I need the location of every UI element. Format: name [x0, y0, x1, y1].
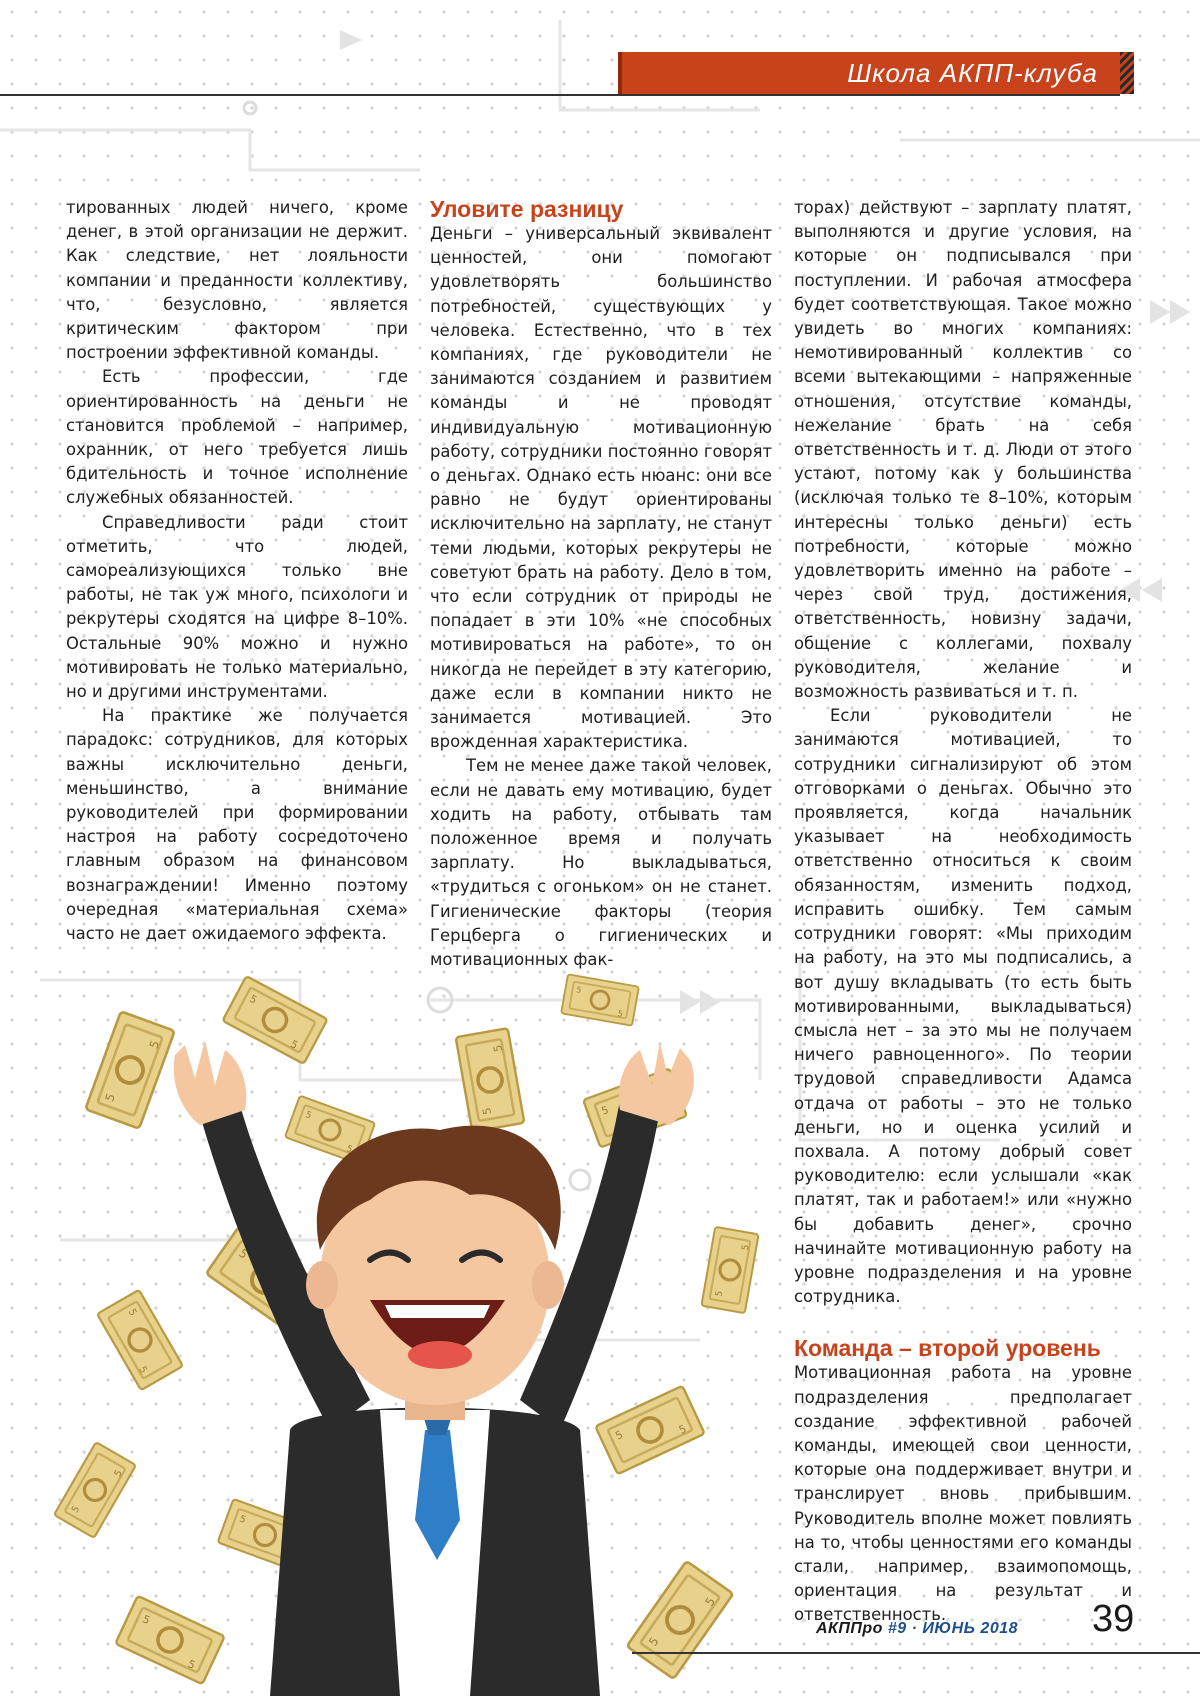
- section-heading: Команда – второй уровень: [794, 1335, 1101, 1362]
- magazine-brand: АКППро: [816, 1620, 883, 1637]
- paragraph: Деньги – универсальный эквивалент ценностей, они помогают удовлетворять большинство потребностей, существующих у человека. Естественно, что в тех компаниях, где руководители не занимаются созданием и развитием команды и не проводят индивидуальную мотивационную работу, сотрудники постоянно говорят о деньгах. Однако есть нюанс: они все равно не будут ориентированы исключительно на зарплату, не станут теми людьми, которых рекрутеры не советуют брать на работу. Дело в том, что если сотрудник от природы не попадает в эти 10% «не способных мотивироваться на работе», то он никогда не перейдет в эту категорию, даже если в компании никто не занимается мотивацией. Это врожденная характеристика.: [430, 224, 772, 752]
- text-column-3: [794, 196, 1132, 1628]
- section-banner: [618, 52, 1134, 94]
- paragraph: торах) действуют – зарплату платят, выполняются и другие условия, на которые он подписывался при поступлении. И рабочая атмосфера будет соответствующая. Такое можно увидеть во многих компаниях: немотивированный коллектив со всеми вытекающими – напряженные отношения, отсутствие команды, нежелание брать на себя ответственность и т. д. Люди от этого устают, потому как у большинства (исключая только те 8–10%, которым интересны только деньги) есть потребности, которые можно удовлетворить именно на работе – через свой труд, достижения, ответственность, новизну задачи, общение с коллегами, похвалу руководителя, желание и возможность развиваться и т. п.: [794, 198, 1132, 702]
- section-heading: Уловите разницу: [430, 196, 624, 222]
- happy-businessman-icon: [174, 1040, 694, 1696]
- businessman-illustration: 5: [0, 960, 800, 1696]
- section-title: Школа АКПП-клуба: [847, 57, 1098, 88]
- header-rule: [0, 94, 1120, 96]
- paragraph: Есть профессии, где ориентированность на деньги не становится проблемой – например, охранник, от него требуется лишь бдительность и точное исполнение служебных обязанностей.: [66, 367, 408, 508]
- paragraph: На практике же получается парадокс: сотрудников, для которых важны исключительно деньги, меньшинство, а внимание руководителей при формировании настроя на работу сосредоточено главным образом на финансовом вознаграждении! Именно поэтому очередная «материальная схема» часто не дает ожидаемого эффекта.: [66, 706, 408, 944]
- page-number: 39: [1092, 1598, 1135, 1640]
- footer-rule: [632, 1652, 1200, 1654]
- text-column-2: [430, 196, 772, 972]
- paragraph: Мотивационная работа на уровне подразделения предполагает создание эффективной рабочей команды, имеющей свои ценности, которые она поддерживает внутри и транслирует вновь прибывшим. Руководитель вполне может повлиять на то, чтобы ценностями его команды стали, например, взаимопомощь, ориентация на результат и ответственность.: [794, 1363, 1132, 1625]
- paragraph: Если руководители не занимаются мотивацией, то сотрудники сигнализируют об этом отговорками о деньгах. Обычно это проявляется, когда начальник указывает на необходимость ответственно относиться к своим обязанностям, изменить подход, исправить ошибку. Тем самым сотрудники говорят: «Мы приходим на работу, на это мы подписались, а вот душу вкладывать (то есть быть мотивированными, выкладываться) смысла нет – за это мы не получаем ничего равноценного». По теории трудовой справедливости Адамса отдача от работы – это не только деньги, но и оценка усилий и похвала. А потому добрый совет руководителю: если услышали «как платят, так и работаем!» или «нужно бы добавить денег», срочно начинайте мотивационную работу на уровне подразделения и на уровне сотрудника.: [794, 706, 1132, 1307]
- issue-label: #9 · ИЮНЬ 2018: [887, 1620, 1019, 1637]
- paragraph: тированных людей ничего, кроме денег, в этой организации не держит. Как следствие, нет лояльности компании и преданности коллективу, что, безусловно, является критическим фактором при построении эффективной команды.: [66, 198, 408, 363]
- paragraph: Справедливости ради стоит отметить, что людей, самореализующихся только вне работы, не так уж много, психологи и рекрутеры сходятся на цифре 8–10%. Остальные 90% можно и нужно мотивировать не только материально, но и другими инструментами.: [66, 512, 408, 702]
- paragraph: Тем не менее даже такой человек, если не давать ему мотивацию, будет ходить на работу, отбывать там положенное время и получать зарплату. Но выкладываться, «трудиться с огоньком» он не станет. Гигиенические факторы (теория Герцберга о гигиенических и мотивационных фак-: [430, 756, 772, 970]
- magazine-footer: [816, 1620, 1018, 1638]
- banner-stripes: [1120, 52, 1134, 94]
- text-column-1: [66, 196, 408, 946]
